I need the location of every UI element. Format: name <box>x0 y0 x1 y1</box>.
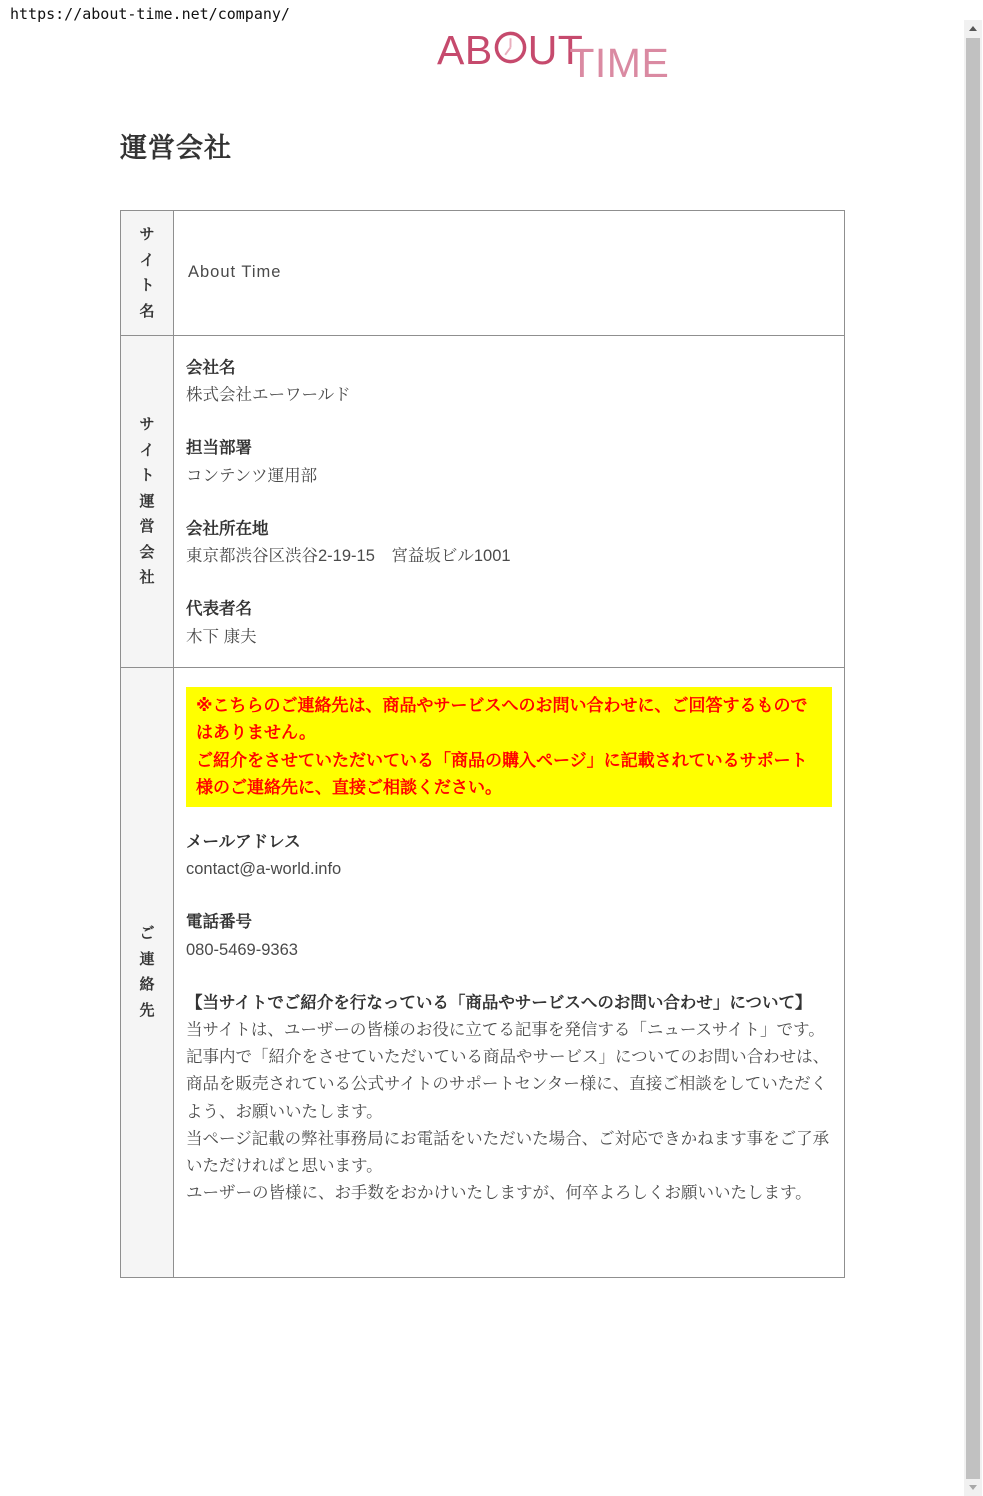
company-name-label: 会社名 <box>186 359 236 377</box>
inquiry-note-paragraph-3: 当ページ記載の弊社事務局にお電話をいただいた場合、ご対応できかねます事をご了承いただければと思います。 <box>186 1129 830 1176</box>
operating-company-header-cell <box>121 336 174 668</box>
representative-value: 木下 康夫 <box>186 627 257 646</box>
contact-warning-box <box>186 687 832 807</box>
down-arrow-icon <box>969 1485 977 1490</box>
contact-warning-line-2: ご紹介をさせていただいている「商品の購入ページ」に記載されているサポート様のご連絡先に、直接ご相談ください。 <box>196 750 808 798</box>
inquiry-note-paragraph-1: 当サイトは、ユーザーの皆様のお役に立てる記事を発信する「ニュースサイト」です。 <box>186 1020 825 1039</box>
address-group <box>186 516 832 570</box>
logo-time-text: TIME <box>569 40 670 86</box>
email-value: contact@a-world.info <box>186 860 342 879</box>
inquiry-note-paragraph-4: ユーザーの皆様に、お手数をおかけいたしますが、何卒よろしくお願いいたします。 <box>186 1184 812 1203</box>
contact-header-cell <box>121 667 174 1277</box>
scrollbar[interactable] <box>964 20 982 1496</box>
inquiry-note-paragraph-2: 記事内で「紹介をさせていただいている商品やサービス」についてのお問い合わせは、商品を販売されている公式サイトのサポートセンター様に、直接ご相談をしていただくよう、お願いいたします。 <box>186 1048 830 1121</box>
table-row-operating-company <box>121 336 845 668</box>
inquiry-note-group <box>186 990 832 1208</box>
scrollbar-thumb[interactable] <box>966 38 980 1479</box>
scroll-up-button[interactable] <box>964 20 982 37</box>
logo-ab-text: AB <box>437 27 493 73</box>
company-name-group <box>186 355 832 409</box>
operating-company-value-cell <box>174 336 845 668</box>
company-name-value: 株式会社エーワールド <box>186 386 351 405</box>
scroll-down-button[interactable] <box>964 1479 982 1496</box>
phone-label: 電話番号 <box>186 913 252 932</box>
company-info-table <box>120 210 845 1278</box>
page-title: 運営会社 <box>120 133 232 163</box>
inquiry-note-heading: 【当サイトでご紹介を行なっている「商品やサービスへのお問い合わせ」について】 <box>186 993 812 1012</box>
logo-about-text <box>437 27 584 73</box>
contact-value-cell <box>174 667 845 1277</box>
phone-value: 080-5469-9363 <box>186 940 298 959</box>
contact-header-label: ご連絡先 <box>139 925 155 1019</box>
site-name-header-label: サイト名 <box>139 226 155 320</box>
operating-company-header-label: サイト運営会社 <box>139 416 155 587</box>
phone-group <box>186 909 832 963</box>
table-row-contact <box>121 667 845 1277</box>
up-arrow-icon <box>969 26 977 31</box>
department-group <box>186 435 832 489</box>
department-value: コンテンツ運用部 <box>186 466 318 485</box>
logo-ut-text: UT <box>527 27 584 73</box>
department-label: 担当部署 <box>186 439 252 458</box>
clock-icon <box>494 30 527 71</box>
email-label: メールアドレス <box>186 832 301 851</box>
site-name-header-cell <box>121 211 174 336</box>
representative-group <box>186 596 832 650</box>
contact-warning-line-1: ※こちらのご連絡先は、商品やサービスへのお問い合わせに、ご回答するものではありません。 <box>196 695 808 743</box>
email-group <box>186 829 832 883</box>
table-row-site-name <box>121 211 845 336</box>
representative-label: 代表者名 <box>186 600 252 619</box>
page-url-text: https://about-time.net/company/ <box>10 5 290 23</box>
site-name-value-cell: About Time <box>174 211 845 336</box>
address-label: 会社所在地 <box>186 519 269 538</box>
site-logo <box>437 27 683 86</box>
address-value: 東京都渋谷区渋谷2-19-15 宮益坂ビル1001 <box>186 547 511 566</box>
